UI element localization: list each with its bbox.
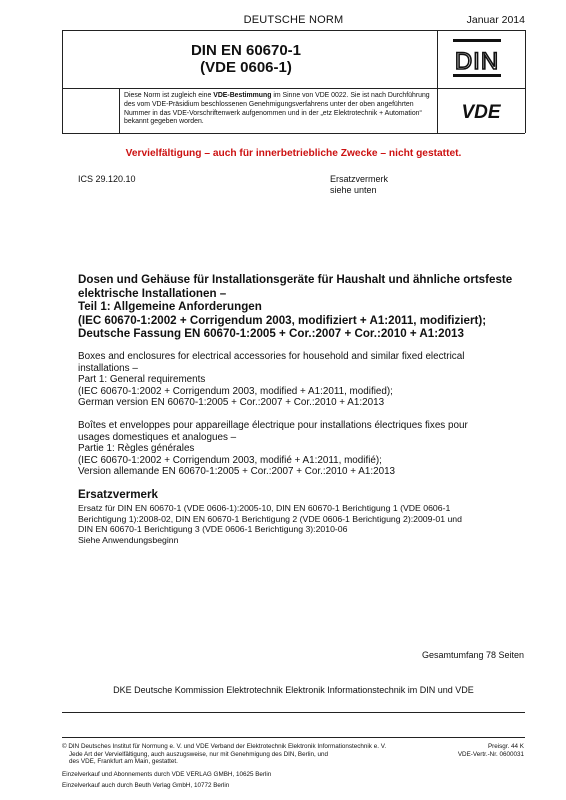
din-logo — [452, 38, 502, 78]
copyright-line: Jede Art der Vervielfältigung, auch auszugsweise, nur mit Genehmigung des DIN, Berlin, und — [69, 750, 329, 758]
title-french-line: (IEC 60670-1:2002 + Corrigendum 2003, modifié + A1:2011, modifié); — [78, 454, 382, 466]
copyright-line: © DIN Deutsches Institut für Normung e. V. und VDE Verband der Elektrotechnik Elektronik Informationstechnik e. V. — [62, 743, 387, 750]
title-german — [78, 273, 528, 341]
replacement-heading: Ersatzvermerk — [78, 488, 158, 501]
title-german-line: Teil 1: Allgemeine Anforderungen — [78, 300, 262, 314]
sales-vde-verlag: Einzelverkauf und Abonnements durch VDE VERLAG GMBH, 10625 Berlin — [62, 771, 272, 778]
vde-number: (VDE 0606-1) — [200, 59, 292, 76]
price-group: Preisgr. 44 K — [487, 743, 524, 750]
replacement-reference — [330, 174, 388, 196]
title-english-line: Part 1: General requirements — [78, 374, 206, 386]
title-german-line: Deutsche Fassung EN 60670-1:2005 + Cor.:2007 + Cor.:2010 + A1:2013 — [78, 327, 464, 341]
replacement-line: Ersatz für DIN EN 60670-1 (VDE 0606-1):2005-10, DIN EN 60670-1 Berichtigung 1 (VDE 0606-1 — [78, 503, 451, 513]
title-german-line: elektrische Installationen – — [78, 286, 227, 300]
box-bottom-divider — [62, 133, 525, 134]
header-divider — [62, 30, 525, 31]
document-number — [62, 42, 430, 76]
replacement-line: Berichtigung 1):2008-02, DIN EN 60670-1 Berichtigung 2 (VDE 0606-1 Berichtigung 2):2009-01 und — [78, 513, 462, 524]
replacement-reference-label: Ersatzvermerk — [330, 174, 389, 184]
number-divider — [62, 88, 525, 89]
title-french-line: usages domestiques et analogues – — [78, 431, 237, 443]
title-english-line: German version EN 60670-1:2005 + Cor.:2007 + Cor.:2010 + A1:2013 — [78, 397, 385, 409]
title-german-line: (IEC 60670-1:2002 + Corrigendum 2003, modifiziert + A1:2011, modifiziert); — [78, 313, 487, 327]
title-french — [78, 420, 528, 478]
title-english-line: installations – — [78, 362, 138, 374]
replacement-body — [78, 503, 528, 545]
title-french-line: Version allemande EN 60670-1:2005 + Cor.:2007 + Cor.:2010 + A1:2013 — [78, 466, 396, 478]
title-french-line: Partie 1: Règles générales — [78, 443, 195, 455]
vde-distribution-number: VDE-Vertr.-Nr. 0600031 — [457, 750, 524, 758]
title-english-line: Boxes and enclosures for electrical accessories for household and similar fixed electrical — [78, 351, 465, 362]
issue-date: Januar 2014 — [466, 14, 525, 26]
footer-divider — [62, 737, 525, 738]
title-english — [78, 351, 528, 409]
dke-divider — [62, 712, 525, 713]
sales-beuth-verlag: Einzelverkauf auch durch Beuth Verlag GmbH, 10772 Berlin — [62, 782, 230, 789]
vde-note-bold: VDE-Bestimmung — [213, 92, 272, 99]
vde-logo — [451, 101, 511, 121]
title-french-line: Boîtes et enveloppes pour appareillage électrique pour installations électriques fixes pour — [78, 420, 468, 431]
vde-regulation-note — [124, 92, 434, 127]
vde-note-part2: im Sinne von VDE 0022. Sie ist nach Durchführung des vom VDE-Präsidium beschlossenen Genehmigungsverfahrens unter der oben angeführten Nummer in das VDE-Vorschriftenwerk aufgenommen und in der „etz Elektrotechnik + Automation“ bekannt gegeben worden. — [124, 92, 430, 126]
vde-logo-text: VDE — [461, 102, 501, 121]
vde-note-part1: Diese Norm ist zugleich eine — [124, 92, 214, 99]
din-logo-text: DIN — [454, 48, 500, 75]
replacement-line: Siehe Anwendungsbeginn — [78, 534, 179, 545]
price-info — [458, 743, 524, 758]
reproduction-warning: Vervielfältigung – auch für innerbetriebliche Zwecke – nicht gestattet. — [125, 148, 462, 159]
dke-line: DKE Deutsche Kommission Elektrotechnik Elektronik Informationstechnik im DIN und VDE — [113, 685, 474, 695]
norm-label: DEUTSCHE NORM — [243, 14, 344, 26]
title-english-line: (IEC 60670-1:2002 + Corrigendum 2003, modified + A1:2011, modified); — [78, 385, 393, 397]
box-right-border — [525, 30, 526, 133]
note-left-border — [119, 88, 120, 133]
copyright-line: des VDE, Frankfurt am Main, gestattet. — [69, 758, 178, 766]
din-number: DIN EN 60670-1 — [190, 42, 302, 59]
total-pages: Gesamtumfang 78 Seiten — [421, 650, 524, 660]
title-german-line: Dosen und Gehäuse für Installationsgeräte für Haushalt und ähnliche ortsfeste — [78, 273, 513, 286]
logo-column-border — [437, 30, 438, 133]
replacement-reference-hint: siehe unten — [330, 185, 377, 195]
ics-code: ICS 29.120.10 — [78, 174, 136, 184]
copyright-notice — [62, 743, 402, 766]
replacement-line: DIN EN 60670-1 Berichtigung 3 (VDE 0606-1 Berichtigung 3):2010-06 — [78, 524, 348, 535]
